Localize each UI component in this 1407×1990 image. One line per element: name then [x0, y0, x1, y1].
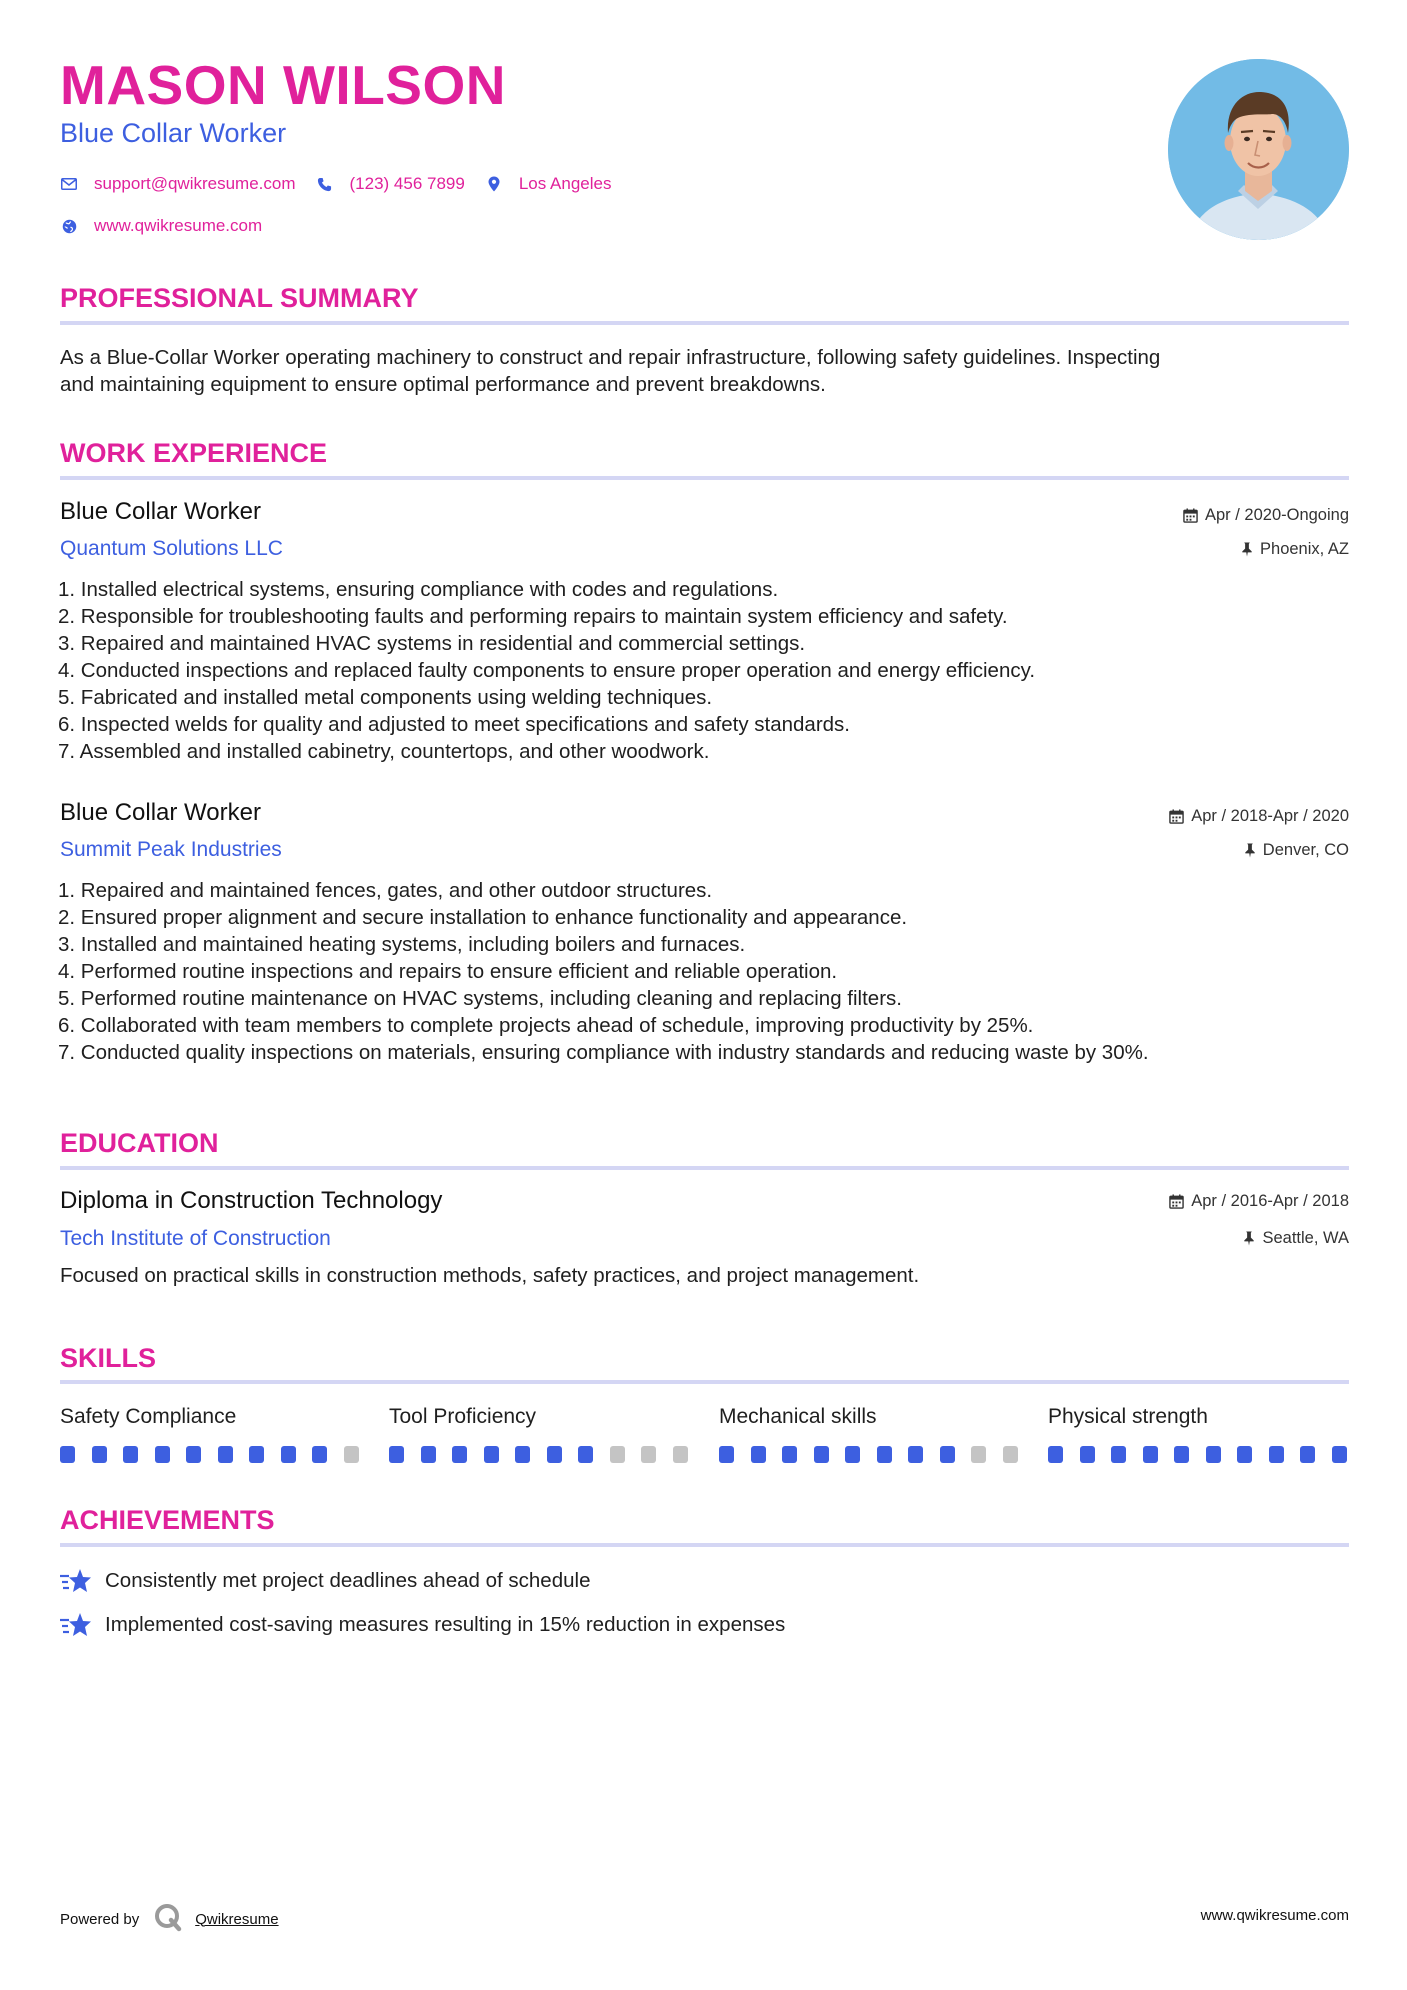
education-location	[1243, 1230, 1349, 1247]
footer-powered-by	[60, 1902, 279, 1936]
list-item: 4. Performed routine inspections and repairs to ensure efficient and reliable operation.	[58, 960, 838, 983]
list-item: 6. Inspected welds for quality and adjusted to meet specifications and safety standards.	[58, 713, 850, 736]
education-description: Focused on practical skills in construction methods, safety practices, and project management.	[60, 1264, 920, 1287]
achievement-text: Consistently met project deadlines ahead of schedule	[105, 1569, 591, 1592]
skill-dot-empty	[673, 1446, 688, 1463]
skill-name: Physical strength	[1048, 1405, 1208, 1428]
skill-dot-filled	[1269, 1446, 1284, 1463]
globe-icon	[60, 217, 78, 235]
skill-dot-filled	[281, 1446, 296, 1463]
skills-heading: SKILLS	[60, 1343, 157, 1373]
section-divider	[60, 1380, 1349, 1384]
list-item: 4. Conducted inspections and replaced faulty components to ensure proper operation and energy efficiency.	[58, 659, 1036, 682]
school-name: Tech Institute of Construction	[60, 1227, 331, 1250]
email-item[interactable]	[60, 174, 296, 194]
summary-line: As a Blue-Collar Worker operating machinery to construct and repair infrastructure, following safety guidelines. Inspecting	[60, 346, 1161, 369]
skill-rating	[389, 1446, 689, 1464]
skill-dot-filled	[312, 1446, 327, 1463]
job-dates	[1183, 507, 1349, 524]
education-dates	[1169, 1193, 1349, 1210]
section-divider	[60, 476, 1349, 480]
company-name: Quantum Solutions LLC	[60, 537, 283, 560]
skill-dot-filled	[782, 1446, 797, 1463]
job-location-text: Denver, CO	[1262, 841, 1349, 859]
job-dates-text: Apr / 2020-Ongoing	[1204, 506, 1349, 524]
list-item: 1. Installed electrical systems, ensuring compliance with codes and regulations.	[58, 578, 779, 601]
section-divider	[60, 321, 1349, 325]
skill-name: Mechanical skills	[719, 1405, 877, 1428]
website-text: www.qwikresume.com	[94, 216, 263, 235]
footer-website[interactable]: www.qwikresume.com	[1200, 1907, 1349, 1924]
skill-dot-filled	[92, 1446, 107, 1463]
qwikresume-logo-icon	[153, 1902, 183, 1936]
education-location-text: Seattle, WA	[1262, 1229, 1349, 1247]
pin-icon	[1244, 843, 1256, 858]
skill-dot-filled	[547, 1446, 562, 1463]
education-heading: EDUCATION	[60, 1128, 219, 1158]
job-dates-text: Apr / 2018-Apr / 2020	[1191, 807, 1349, 825]
job-location	[1241, 541, 1349, 558]
achievement-item	[60, 1567, 590, 1595]
skill-dot-empty	[610, 1446, 625, 1463]
list-item: 1. Repaired and maintained fences, gates, and other outdoor structures.	[58, 879, 713, 902]
job-bullets	[58, 877, 1353, 1066]
skill-dot-filled	[1237, 1446, 1252, 1463]
skill-dot-filled	[719, 1446, 734, 1463]
skill-dot-filled	[155, 1446, 170, 1463]
skill-dot-filled	[940, 1446, 955, 1463]
list-item: 3. Installed and maintained heating systems, including boilers and furnaces.	[58, 933, 746, 956]
website-item[interactable]	[60, 216, 262, 236]
phone-item[interactable]	[316, 174, 465, 194]
list-item: 2. Responsible for troubleshooting faults and performing repairs to maintain system efficiency and safety.	[58, 605, 1008, 628]
section-divider	[60, 1166, 1349, 1170]
skill-dot-filled	[1048, 1446, 1063, 1463]
summary-heading: PROFESSIONAL SUMMARY	[60, 283, 419, 313]
skill-dot-filled	[578, 1446, 593, 1463]
skill-dot-filled	[877, 1446, 892, 1463]
email-text: support@qwikresume.com	[94, 174, 296, 193]
skill-dot-filled	[249, 1446, 264, 1463]
list-item: 5. Fabricated and installed metal components using welding techniques.	[58, 686, 713, 709]
skill-dot-filled	[421, 1446, 436, 1463]
calendar-icon	[1169, 1194, 1184, 1209]
envelope-icon	[60, 175, 78, 193]
skill-dot-filled	[1206, 1446, 1221, 1463]
list-item: 7. Conducted quality inspections on materials, ensuring compliance with industry standards and reducing waste by 30%.	[58, 1041, 1149, 1064]
skill-dot-filled	[1332, 1446, 1347, 1463]
job-title: Blue Collar Worker	[60, 799, 261, 826]
skill-dot-filled	[1300, 1446, 1315, 1463]
skill-dot-filled	[218, 1446, 233, 1463]
skill-dot-filled	[60, 1446, 75, 1463]
location-item	[485, 174, 612, 194]
skill-dot-filled	[452, 1446, 467, 1463]
achievement-text: Implemented cost-saving measures resulting in 15% reduction in expenses	[105, 1613, 786, 1636]
skill-item	[60, 1406, 360, 1427]
experience-heading: WORK EXPERIENCE	[60, 438, 328, 468]
achievement-item	[60, 1611, 785, 1639]
skill-name: Safety Compliance	[60, 1405, 237, 1428]
skill-dot-filled	[186, 1446, 201, 1463]
job-bullets	[58, 576, 1353, 765]
contact-row	[60, 174, 631, 194]
phone-icon	[316, 175, 334, 193]
job-title: Blue Collar Worker	[60, 498, 261, 525]
website-row	[60, 216, 282, 236]
list-item: 3. Repaired and maintained HVAC systems in residential and commercial settings.	[58, 632, 806, 655]
job-location	[1244, 842, 1349, 859]
skill-dot-empty	[641, 1446, 656, 1463]
star-icon	[60, 1567, 92, 1595]
pin-icon	[1241, 542, 1253, 557]
list-item: 5. Performed routine maintenance on HVAC systems, including cleaning and replacing filters.	[58, 987, 902, 1010]
job-location-text: Phoenix, AZ	[1260, 540, 1349, 558]
skill-dot-filled	[908, 1446, 923, 1463]
skill-dot-filled	[123, 1446, 138, 1463]
summary-text	[60, 344, 1350, 398]
skill-dot-empty	[971, 1446, 986, 1463]
skill-item	[1048, 1406, 1348, 1427]
skill-dot-filled	[484, 1446, 499, 1463]
skill-rating	[719, 1446, 1019, 1464]
skill-item	[389, 1406, 689, 1427]
summary-line: and maintaining equipment to ensure optimal performance and prevent breakdowns.	[60, 373, 826, 396]
section-divider	[60, 1543, 1349, 1547]
phone-text: (123) 456 7899	[349, 174, 465, 193]
job-dates	[1169, 808, 1349, 825]
location-text: Los Angeles	[518, 174, 612, 193]
skill-rating	[60, 1446, 360, 1464]
powered-by-label: Powered by	[60, 1910, 140, 1928]
skill-dot-filled	[814, 1446, 829, 1463]
candidate-role: Blue Collar Worker	[60, 118, 287, 148]
skill-dot-filled	[1143, 1446, 1158, 1463]
skill-dot-filled	[751, 1446, 766, 1463]
skill-dot-empty	[344, 1446, 359, 1463]
skill-dot-filled	[389, 1446, 404, 1463]
skill-dot-filled	[845, 1446, 860, 1463]
skill-item	[719, 1406, 1019, 1427]
skill-dot-filled	[1111, 1446, 1126, 1463]
list-item: 6. Collaborated with team members to complete projects ahead of schedule, improving productivity by 25%.	[58, 1014, 1034, 1037]
skill-rating	[1048, 1446, 1348, 1464]
skill-name: Tool Proficiency	[389, 1405, 537, 1428]
list-item: 7. Assembled and installed cabinetry, countertops, and other woodwork.	[58, 740, 710, 763]
list-item: 2. Ensured proper alignment and secure installation to enhance functionality and appearance.	[58, 906, 908, 929]
company-name: Summit Peak Industries	[60, 838, 282, 861]
education-dates-text: Apr / 2016-Apr / 2018	[1191, 1192, 1349, 1210]
skill-dot-empty	[1003, 1446, 1018, 1463]
brand-link[interactable]: Qwikresume	[195, 1910, 279, 1928]
skill-dot-filled	[1174, 1446, 1189, 1463]
skill-dot-filled	[515, 1446, 530, 1463]
skill-dot-filled	[1080, 1446, 1095, 1463]
candidate-name: MASON WILSON	[60, 54, 506, 116]
star-icon	[60, 1611, 92, 1639]
calendar-icon	[1183, 508, 1198, 523]
pin-icon	[1243, 1231, 1255, 1246]
calendar-icon	[1169, 809, 1184, 824]
degree-title: Diploma in Construction Technology	[60, 1187, 443, 1214]
achievements-heading: ACHIEVEMENTS	[60, 1505, 275, 1535]
map-pin-icon	[485, 175, 503, 193]
profile-photo	[1168, 59, 1349, 240]
